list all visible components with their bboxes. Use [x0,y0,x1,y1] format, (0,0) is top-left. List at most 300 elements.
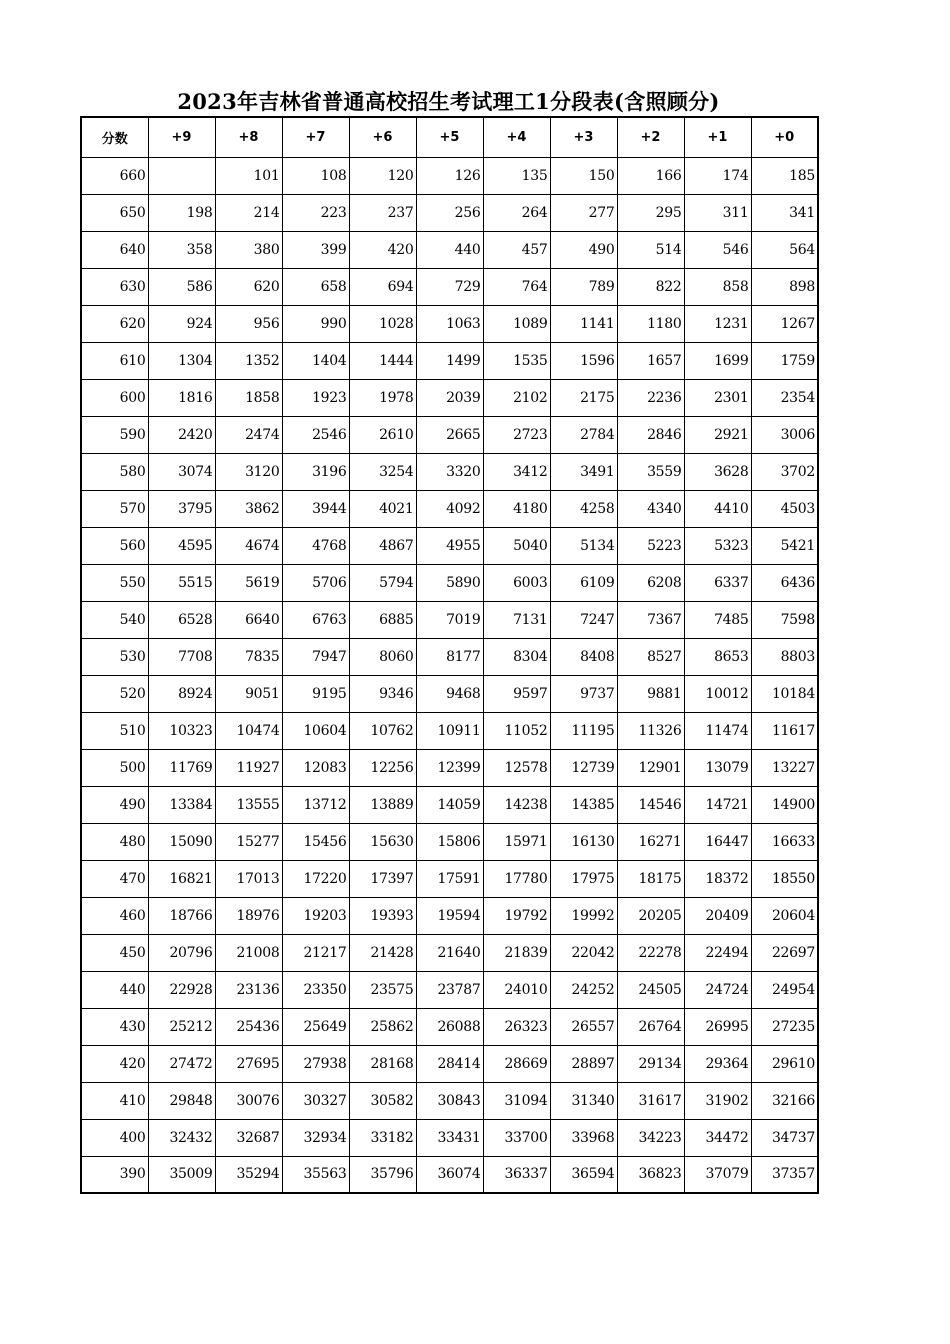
cumulative-count-cell: 37357 [751,1156,818,1193]
score-cell: 510 [81,712,148,749]
cumulative-count-cell: 21839 [483,934,550,971]
cumulative-count-cell: 29610 [751,1045,818,1082]
cumulative-count-cell: 18175 [617,860,684,897]
score-cell: 530 [81,638,148,675]
cumulative-count-cell: 30582 [349,1082,416,1119]
table-row [81,527,818,564]
cumulative-count-cell: 5421 [751,527,818,564]
score-cell: 550 [81,564,148,601]
column-header-offset: +5 [416,117,483,157]
cumulative-count-cell: 2723 [483,416,550,453]
score-cell: 610 [81,342,148,379]
cumulative-count-cell: 5706 [282,564,349,601]
cumulative-count-cell: 11195 [550,712,617,749]
score-cell: 660 [81,157,148,194]
cumulative-count-cell: 30076 [215,1082,282,1119]
cumulative-count-cell: 7708 [148,638,215,675]
cumulative-count-cell: 15277 [215,823,282,860]
cumulative-count-cell: 7247 [550,601,617,638]
cumulative-count-cell: 2474 [215,416,282,453]
cumulative-count-cell: 27938 [282,1045,349,1082]
cumulative-count-cell: 26088 [416,1008,483,1045]
cumulative-count-cell: 2420 [148,416,215,453]
cumulative-count-cell: 1699 [684,342,751,379]
cumulative-count-cell: 13712 [282,786,349,823]
cumulative-count-cell: 3628 [684,453,751,490]
cumulative-count-cell: 1089 [483,305,550,342]
cumulative-count-cell: 16821 [148,860,215,897]
cumulative-count-cell: 12739 [550,749,617,786]
cumulative-count-cell: 16633 [751,823,818,860]
cumulative-count-cell: 25862 [349,1008,416,1045]
cumulative-count-cell: 37079 [684,1156,751,1193]
table-row [81,453,818,490]
column-header-offset: +4 [483,117,550,157]
cumulative-count-cell: 4595 [148,527,215,564]
cumulative-count-cell: 264 [483,194,550,231]
cumulative-count-cell: 514 [617,231,684,268]
cumulative-count-cell: 2846 [617,416,684,453]
cumulative-count-cell: 31340 [550,1082,617,1119]
cumulative-count-cell: 858 [684,268,751,305]
cumulative-count-cell: 3491 [550,453,617,490]
cumulative-count-cell: 13555 [215,786,282,823]
table-row [81,157,818,194]
cumulative-count-cell: 26557 [550,1008,617,1045]
score-cell: 450 [81,934,148,971]
cumulative-count-cell: 10184 [751,675,818,712]
cumulative-count-cell: 29364 [684,1045,751,1082]
cumulative-count-cell: 4503 [751,490,818,527]
table-row [81,490,818,527]
cumulative-count-cell: 16271 [617,823,684,860]
cumulative-count-cell: 8177 [416,638,483,675]
cumulative-count-cell: 36594 [550,1156,617,1193]
cumulative-count-cell: 277 [550,194,617,231]
cumulative-count-cell: 15090 [148,823,215,860]
cumulative-count-cell: 1499 [416,342,483,379]
cumulative-count-cell: 5515 [148,564,215,601]
cumulative-count-cell: 6640 [215,601,282,638]
cumulative-count-cell: 26995 [684,1008,751,1045]
column-header-offset: +7 [282,117,349,157]
cumulative-count-cell: 789 [550,268,617,305]
cumulative-count-cell: 1816 [148,379,215,416]
cumulative-count-cell: 34737 [751,1119,818,1156]
cumulative-count-cell: 23787 [416,971,483,1008]
cumulative-count-cell: 10604 [282,712,349,749]
cumulative-count-cell: 5040 [483,527,550,564]
cumulative-count-cell: 14900 [751,786,818,823]
cumulative-count-cell: 214 [215,194,282,231]
cumulative-count-cell: 11769 [148,749,215,786]
cumulative-count-cell: 14238 [483,786,550,823]
column-header-offset: +6 [349,117,416,157]
cumulative-count-cell: 166 [617,157,684,194]
cumulative-count-cell: 11617 [751,712,818,749]
cumulative-count-cell: 6436 [751,564,818,601]
score-cell: 620 [81,305,148,342]
cumulative-count-cell: 2236 [617,379,684,416]
cumulative-count-cell: 3795 [148,490,215,527]
cumulative-count-cell: 33700 [483,1119,550,1156]
cumulative-count-cell: 198 [148,194,215,231]
cumulative-count-cell: 2354 [751,379,818,416]
cumulative-count-cell: 35796 [349,1156,416,1193]
cumulative-count-cell: 20796 [148,934,215,971]
table-row [81,897,818,934]
cumulative-count-cell: 25649 [282,1008,349,1045]
cumulative-count-cell: 32687 [215,1119,282,1156]
cumulative-count-cell: 8653 [684,638,751,675]
cumulative-count-cell: 24505 [617,971,684,1008]
score-cell: 640 [81,231,148,268]
cumulative-count-cell: 21217 [282,934,349,971]
cumulative-count-cell: 10762 [349,712,416,749]
cumulative-count-cell: 420 [349,231,416,268]
cumulative-count-cell: 15806 [416,823,483,860]
cumulative-count-cell: 11927 [215,749,282,786]
cumulative-count-cell: 5619 [215,564,282,601]
cumulative-count-cell: 13384 [148,786,215,823]
cumulative-count-cell: 6003 [483,564,550,601]
cumulative-count-cell: 237 [349,194,416,231]
cumulative-count-cell: 7598 [751,601,818,638]
cumulative-count-cell: 34223 [617,1119,684,1156]
cumulative-count-cell: 2102 [483,379,550,416]
cumulative-count-cell: 21428 [349,934,416,971]
cumulative-count-cell: 32166 [751,1082,818,1119]
cumulative-count-cell: 18372 [684,860,751,897]
cumulative-count-cell: 546 [684,231,751,268]
cumulative-count-cell: 13889 [349,786,416,823]
cumulative-count-cell: 36337 [483,1156,550,1193]
cumulative-count-cell: 18550 [751,860,818,897]
cumulative-count-cell: 1352 [215,342,282,379]
table-body [81,157,818,1193]
cumulative-count-cell: 185 [751,157,818,194]
cumulative-count-cell: 1596 [550,342,617,379]
cumulative-count-cell: 1858 [215,379,282,416]
table-row [81,1008,818,1045]
cumulative-count-cell: 380 [215,231,282,268]
cumulative-count-cell: 11474 [684,712,751,749]
cumulative-count-cell: 2301 [684,379,751,416]
cumulative-count-cell: 19203 [282,897,349,934]
cumulative-count-cell: 7485 [684,601,751,638]
cumulative-count-cell: 150 [550,157,617,194]
cumulative-count-cell: 17013 [215,860,282,897]
column-header-offset: +2 [617,117,684,157]
table-row [81,786,818,823]
cumulative-count-cell: 341 [751,194,818,231]
cumulative-count-cell: 27472 [148,1045,215,1082]
score-cell: 480 [81,823,148,860]
table-row [81,860,818,897]
cumulative-count-cell: 31094 [483,1082,550,1119]
cumulative-count-cell: 24252 [550,971,617,1008]
cumulative-count-cell: 20409 [684,897,751,934]
cumulative-count-cell: 3120 [215,453,282,490]
cumulative-count-cell: 6528 [148,601,215,638]
cumulative-count-cell: 33968 [550,1119,617,1156]
cumulative-count-cell: 1657 [617,342,684,379]
cumulative-count-cell: 22928 [148,971,215,1008]
cumulative-count-cell: 399 [282,231,349,268]
cumulative-count-cell: 6208 [617,564,684,601]
cumulative-count-cell: 126 [416,157,483,194]
cumulative-count-cell: 3944 [282,490,349,527]
cumulative-count-cell: 1535 [483,342,550,379]
cumulative-count-cell: 12256 [349,749,416,786]
cumulative-count-cell: 26764 [617,1008,684,1045]
cumulative-count-cell: 14385 [550,786,617,823]
cumulative-count-cell: 15971 [483,823,550,860]
cumulative-count-cell: 12901 [617,749,684,786]
table-row [81,934,818,971]
cumulative-count-cell: 36823 [617,1156,684,1193]
cumulative-count-cell: 4867 [349,527,416,564]
cumulative-count-cell: 3412 [483,453,550,490]
cumulative-count-cell: 6885 [349,601,416,638]
cumulative-count-cell: 35563 [282,1156,349,1193]
cumulative-count-cell: 4180 [483,490,550,527]
cumulative-count-cell: 1304 [148,342,215,379]
table-row [81,1119,818,1156]
cumulative-count-cell: 8924 [148,675,215,712]
score-cell: 520 [81,675,148,712]
cumulative-count-cell: 14059 [416,786,483,823]
cumulative-count-cell: 4955 [416,527,483,564]
table-row [81,1082,818,1119]
cumulative-count-cell: 20205 [617,897,684,934]
cumulative-count-cell: 28669 [483,1045,550,1082]
cumulative-count-cell: 1978 [349,379,416,416]
score-cell: 430 [81,1008,148,1045]
cumulative-count-cell: 120 [349,157,416,194]
cumulative-count-cell: 33431 [416,1119,483,1156]
cumulative-count-cell: 6337 [684,564,751,601]
cumulative-count-cell: 3196 [282,453,349,490]
table-row [81,1156,818,1193]
table-row [81,268,818,305]
cumulative-count-cell: 924 [148,305,215,342]
cumulative-count-cell: 23575 [349,971,416,1008]
cumulative-count-cell: 174 [684,157,751,194]
cumulative-count-cell: 19992 [550,897,617,934]
cumulative-count-cell: 23136 [215,971,282,1008]
column-header-offset: +0 [751,117,818,157]
score-cell: 490 [81,786,148,823]
cumulative-count-cell: 16447 [684,823,751,860]
cumulative-count-cell: 14546 [617,786,684,823]
cumulative-count-cell: 8060 [349,638,416,675]
cumulative-count-cell: 34472 [684,1119,751,1156]
cumulative-count-cell: 5223 [617,527,684,564]
cumulative-count-cell: 956 [215,305,282,342]
cumulative-count-cell: 16130 [550,823,617,860]
score-cell: 650 [81,194,148,231]
cumulative-count-cell: 7947 [282,638,349,675]
score-cell: 540 [81,601,148,638]
cumulative-count-cell: 12578 [483,749,550,786]
table-row [81,712,818,749]
cumulative-count-cell: 9737 [550,675,617,712]
cumulative-count-cell: 22278 [617,934,684,971]
cumulative-count-cell: 9195 [282,675,349,712]
cumulative-count-cell: 21640 [416,934,483,971]
cumulative-count-cell: 22042 [550,934,617,971]
cumulative-count-cell: 1180 [617,305,684,342]
table-row [81,379,818,416]
cumulative-count-cell: 25436 [215,1008,282,1045]
cumulative-count-cell: 17397 [349,860,416,897]
cumulative-count-cell: 658 [282,268,349,305]
cumulative-count-cell: 4674 [215,527,282,564]
cumulative-count-cell: 4340 [617,490,684,527]
cumulative-count-cell: 1444 [349,342,416,379]
column-header-score: 分数 [81,117,148,157]
cumulative-count-cell: 5134 [550,527,617,564]
table-row [81,1045,818,1082]
score-cell: 500 [81,749,148,786]
cumulative-count-cell: 3320 [416,453,483,490]
cumulative-count-cell: 4021 [349,490,416,527]
score-cell: 420 [81,1045,148,1082]
cumulative-count-cell: 9468 [416,675,483,712]
cumulative-count-cell: 4092 [416,490,483,527]
cumulative-count-cell: 9346 [349,675,416,712]
cumulative-count-cell: 7835 [215,638,282,675]
cumulative-count-cell: 30327 [282,1082,349,1119]
cumulative-count-cell: 28168 [349,1045,416,1082]
cumulative-count-cell: 108 [282,157,349,194]
cumulative-count-cell: 25212 [148,1008,215,1045]
cumulative-count-cell: 29134 [617,1045,684,1082]
cumulative-count-cell: 990 [282,305,349,342]
table-row [81,675,818,712]
cumulative-count-cell: 10911 [416,712,483,749]
cumulative-count-cell: 101 [215,157,282,194]
cumulative-count-cell: 23350 [282,971,349,1008]
cumulative-count-cell: 13227 [751,749,818,786]
cumulative-count-cell: 31902 [684,1082,751,1119]
cumulative-count-cell: 1404 [282,342,349,379]
cumulative-count-cell: 26323 [483,1008,550,1045]
cumulative-count-cell: 5794 [349,564,416,601]
cumulative-count-cell: 295 [617,194,684,231]
cumulative-count-cell: 11326 [617,712,684,749]
cumulative-count-cell: 17591 [416,860,483,897]
cumulative-count-cell: 1063 [416,305,483,342]
cumulative-count-cell: 27695 [215,1045,282,1082]
cumulative-count-cell: 3254 [349,453,416,490]
cumulative-count-cell: 3559 [617,453,684,490]
cumulative-count-cell: 256 [416,194,483,231]
cumulative-count-cell: 6763 [282,601,349,638]
cumulative-count-cell: 35294 [215,1156,282,1193]
cumulative-count-cell: 9597 [483,675,550,712]
cumulative-count-cell: 36074 [416,1156,483,1193]
cumulative-count-cell: 14721 [684,786,751,823]
cumulative-count-cell: 898 [751,268,818,305]
cumulative-count-cell: 17780 [483,860,550,897]
cumulative-count-cell: 21008 [215,934,282,971]
cumulative-count-cell: 13079 [684,749,751,786]
cumulative-count-cell: 12399 [416,749,483,786]
cumulative-count-cell: 1028 [349,305,416,342]
cumulative-count-cell: 223 [282,194,349,231]
column-header-offset: +8 [215,117,282,157]
cumulative-count-cell: 358 [148,231,215,268]
column-header-offset: +3 [550,117,617,157]
score-cell: 600 [81,379,148,416]
cumulative-count-cell: 2784 [550,416,617,453]
cumulative-count-cell: 564 [751,231,818,268]
cumulative-count-cell [148,157,215,194]
column-header-offset: +9 [148,117,215,157]
score-cell: 390 [81,1156,148,1193]
cumulative-count-cell: 135 [483,157,550,194]
cumulative-count-cell: 18766 [148,897,215,934]
score-cell: 560 [81,527,148,564]
cumulative-count-cell: 2175 [550,379,617,416]
cumulative-count-cell: 29848 [148,1082,215,1119]
table-row [81,305,818,342]
cumulative-count-cell: 19594 [416,897,483,934]
cumulative-count-cell: 1267 [751,305,818,342]
cumulative-count-cell: 10323 [148,712,215,749]
cumulative-count-cell: 32934 [282,1119,349,1156]
score-cell: 410 [81,1082,148,1119]
table-row [81,231,818,268]
cumulative-count-cell: 1141 [550,305,617,342]
cumulative-count-cell: 457 [483,231,550,268]
score-cell: 590 [81,416,148,453]
table-row [81,823,818,860]
table-row [81,416,818,453]
table-header-row [81,117,818,157]
score-cell: 470 [81,860,148,897]
cumulative-count-cell: 12083 [282,749,349,786]
column-header-offset: +1 [684,117,751,157]
table-row [81,342,818,379]
cumulative-count-cell: 11052 [483,712,550,749]
cumulative-count-cell: 8408 [550,638,617,675]
score-cell: 440 [81,971,148,1008]
cumulative-count-cell: 7367 [617,601,684,638]
cumulative-count-cell: 3702 [751,453,818,490]
cumulative-count-cell: 30843 [416,1082,483,1119]
cumulative-count-cell: 22697 [751,934,818,971]
cumulative-count-cell: 2039 [416,379,483,416]
score-distribution-table [80,116,819,1194]
cumulative-count-cell: 1923 [282,379,349,416]
cumulative-count-cell: 2610 [349,416,416,453]
cumulative-count-cell: 15630 [349,823,416,860]
cumulative-count-cell: 3006 [751,416,818,453]
cumulative-count-cell: 28897 [550,1045,617,1082]
cumulative-count-cell: 28414 [416,1045,483,1082]
cumulative-count-cell: 15456 [282,823,349,860]
cumulative-count-cell: 440 [416,231,483,268]
cumulative-count-cell: 9051 [215,675,282,712]
cumulative-count-cell: 24010 [483,971,550,1008]
cumulative-count-cell: 9881 [617,675,684,712]
cumulative-count-cell: 31617 [617,1082,684,1119]
cumulative-count-cell: 22494 [684,934,751,971]
cumulative-count-cell: 10474 [215,712,282,749]
